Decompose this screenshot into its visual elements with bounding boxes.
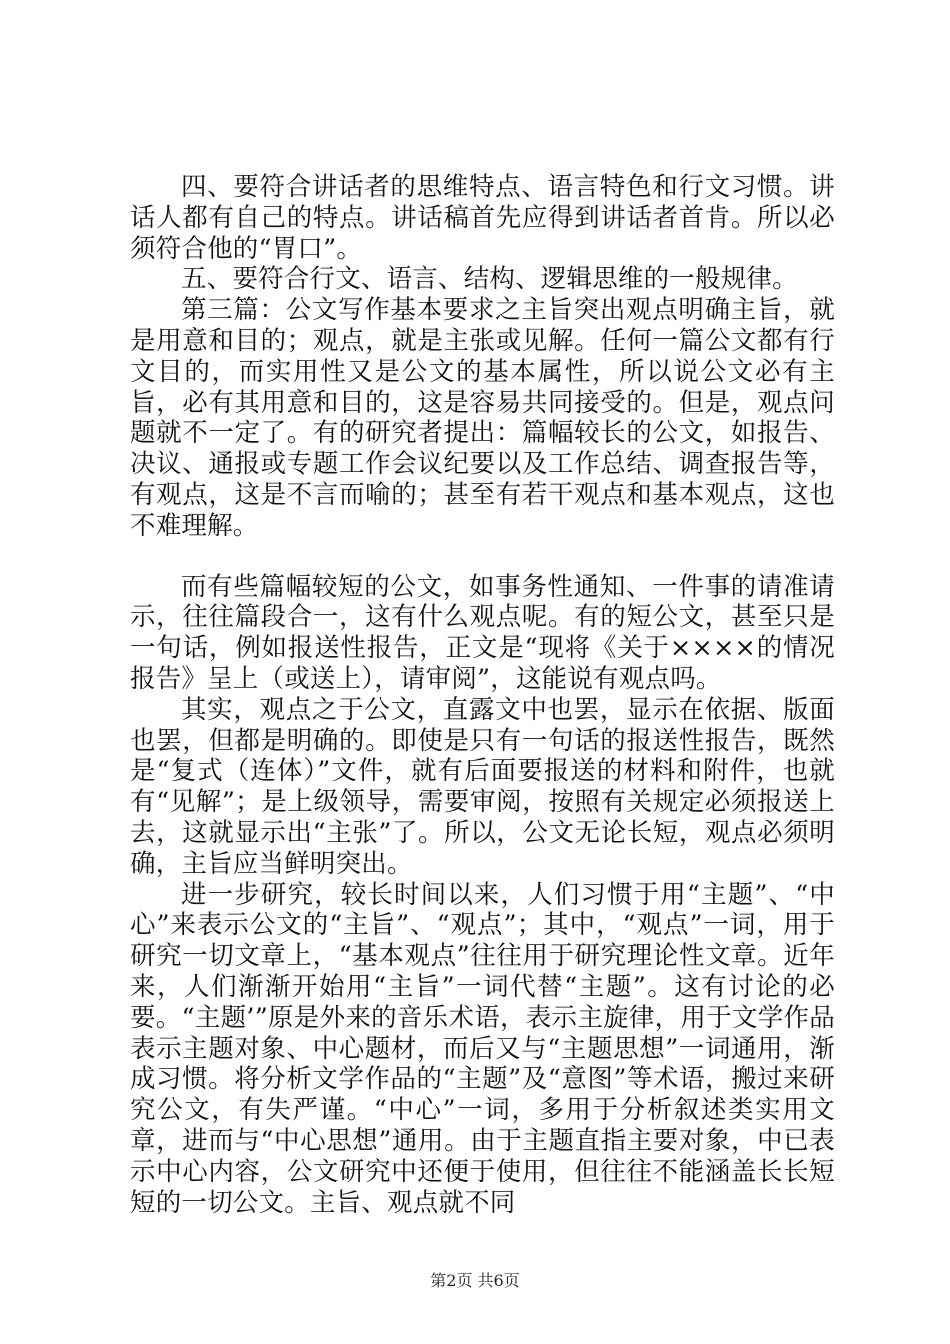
- paragraph-further-study: 进一步研究，较长时间以来，人们习惯于用“主题”、“中心”来表示公文的“主旨”、“观点”；其中，“观点”一词，用于研究一切文章上，“基本观点”往往用于研究理论性文章。近年来，人们渐渐开始用“主旨”一词代替“主题”。这有讨论的必要。“主题’”原是外来的音乐术语，表示主旋律，用于文学作品表示主题对象、中心题材，而后又与“主题思想”一词通用，渐成习惯。将分析文学作品的“主题”及“意图”等术语，搬过来研究公文，有失严谨。“中心”一词，多用于分析叙述类实用文章，进而与“中心思想”通用。由于主题直指主要对象，中已表示中心内容，公文研究中还便于使用，但往往不能涵盖长长短短的一切公文。主旨、观点就不同: [130, 879, 835, 1218]
- paragraph-general-rules: 五、要符合行文、语言、结构、逻辑思维的一般规律。: [181, 264, 798, 295]
- paragraph-short-documents: 而有些篇幅较短的公文，如事务性通知、一件事的请准请示，往往篇段合一，这有什么观点呢。有的短公文，甚至只是一句话，例如报送性报告，正文是“现将《关于××××的情况报告》呈上（或送上），请审阅”，这能说有观点吗。: [130, 571, 835, 694]
- document-body: [130, 172, 835, 1218]
- paragraph-part-three: 第三篇：公文写作基本要求之主旨突出观点明确主旨，就是用意和目的；观点，就是主张或见解。任何一篇公文都有行文目的，而实用性又是公文的基本属性，所以说公文必有主旨，必有其用意和目的，这是容易共同接受的。但是，观点问题就不一定了。有的研究者提出：篇幅较长的公文，如报告、决议、通报或专题工作会议纪要以及工作总结、调查报告等，有观点，这是不言而喻的；甚至有若干观点和基本观点，这也不难理解。: [130, 295, 835, 541]
- page-number-footer: 第2页 共6页: [430, 1271, 520, 1290]
- paragraph-viewpoint-clarity: 其实，观点之于公文，直露文中也罢，显示在依据、版面也罢，但都是明确的。即使是只有一句话的报送性报告，既然是“复式（连体）”文件，就有后面要报送的材料和附件，也就有“见解”；是上级领导，需要审阅，按照有关规定必须报送上去，这就显示出“主张”了。所以，公文无论长短，观点必须明确，主旨应当鲜明突出。: [130, 694, 835, 879]
- paragraph-speaker-style: 四、要符合讲话者的思维特点、语言特色和行文习惯。讲话人都有自己的特点。讲话稿首先应得到讲话者首肯。所以必须符合他的“胃口”。: [130, 172, 835, 264]
